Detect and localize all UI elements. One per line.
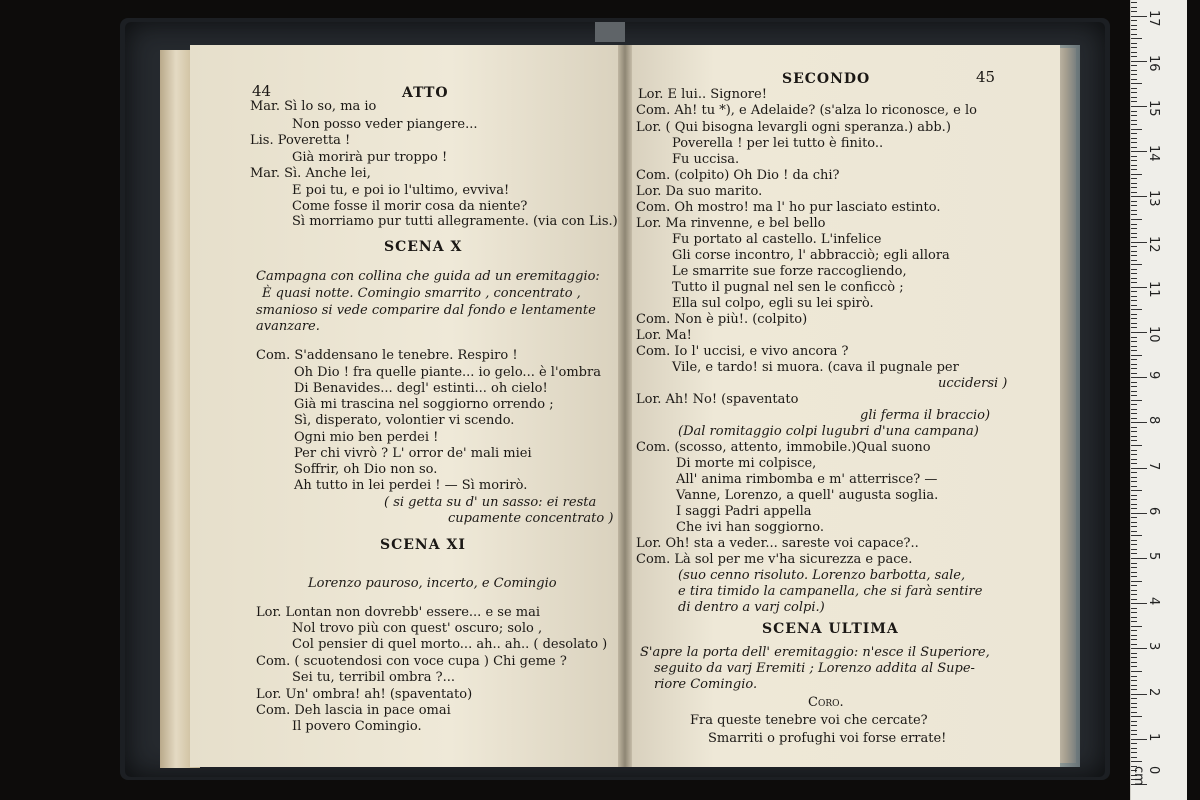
ruler-tick (1131, 680, 1137, 681)
ruler-tick (1131, 273, 1137, 274)
ruler-tick (1131, 657, 1137, 658)
text-line: Vile, e tardo! si muora. (cava il pugnale per (672, 360, 959, 375)
ruler-tick (1131, 264, 1142, 265)
ruler-tick (1131, 296, 1137, 297)
ruler-tick (1131, 309, 1142, 310)
ruler-tick (1131, 666, 1137, 667)
ruler-number: 17 (1146, 9, 1161, 27)
ruler-tick (1131, 210, 1137, 211)
ruler-tick (1131, 617, 1137, 618)
ruler-number: 1 (1146, 732, 1161, 742)
ruler-tick (1131, 138, 1137, 139)
ruler-tick (1131, 7, 1137, 8)
ruler-number: 10 (1146, 326, 1161, 343)
text-line: Mar. Sì lo so, ma io (250, 99, 377, 114)
ruler-tick (1131, 486, 1137, 487)
ruler-tick (1131, 174, 1142, 175)
ruler-tick (1131, 178, 1137, 179)
ruler-tick (1131, 56, 1137, 57)
ruler-tick (1131, 201, 1137, 202)
text-line: Col pensier di quel morto... ah.. ah.. ( desolato ) (292, 637, 608, 652)
ruler-tick (1131, 594, 1137, 595)
ruler-tick (1131, 187, 1137, 188)
ruler-tick (1131, 106, 1147, 107)
text-line: Lor. Oh! sta a veder... sareste voi capace?.. (636, 536, 919, 551)
cover-tab (595, 22, 625, 42)
ruler-tick (1131, 38, 1142, 39)
ruler-tick (1131, 531, 1137, 532)
ruler-tick (1131, 621, 1137, 622)
ruler-tick (1131, 355, 1142, 356)
page-number-right: 45 (976, 68, 996, 86)
ruler-tick (1131, 260, 1137, 261)
ruler-tick (1131, 255, 1137, 256)
ruler-tick (1131, 409, 1137, 410)
ruler-tick (1131, 572, 1137, 573)
text-line: Poverella ! per lei tutto è finito.. (672, 136, 884, 151)
ruler-tick (1131, 142, 1137, 143)
ruler-tick (1131, 703, 1137, 704)
ruler-number: 16 (1146, 54, 1161, 72)
text-line: Com. S'addensano le tenebre. Respiro ! (256, 348, 518, 363)
running-head-right: SECONDO (782, 71, 871, 87)
text-line: Lis. Poveretta ! (250, 133, 351, 148)
ruler-tick (1131, 233, 1137, 234)
ruler-number: 2 (1146, 687, 1161, 696)
ruler-tick (1131, 553, 1137, 554)
ruler-tick (1131, 612, 1137, 613)
text-line: I saggi Padri appella (676, 504, 812, 519)
ruler-tick (1131, 481, 1137, 482)
ruler-tick (1131, 205, 1137, 206)
ruler-tick (1131, 427, 1137, 428)
ruler-tick (1131, 698, 1137, 699)
ruler-tick (1131, 752, 1137, 753)
text-line: Lor. Lontan non dovrebb' essere... e se mai (256, 605, 541, 620)
text-line: Lor. Ma rinvenne, e bel bello (636, 216, 826, 231)
ruler-tick (1131, 52, 1137, 53)
ruler-tick (1131, 608, 1137, 609)
text-line: Fu uccisa. (672, 152, 740, 167)
text-line: Lor. Ah! No! (spaventato (636, 392, 799, 407)
text-line: Com. (scosso, attento, immobile.)Qual suono (636, 440, 931, 455)
ruler-tick (1131, 183, 1137, 184)
ruler-tick (1131, 522, 1137, 523)
ruler-tick (1131, 395, 1137, 396)
stage-direction: È quasi notte. Comingio smarrito , concentrato , (262, 286, 581, 301)
ruler-number: 13 (1146, 190, 1161, 207)
text-line: Lor. Ma! (636, 328, 692, 343)
ruler-tick (1131, 490, 1142, 491)
ruler-tick (1131, 332, 1147, 333)
book-gutter (618, 45, 632, 767)
ruler-tick (1131, 169, 1137, 170)
ruler-tick (1131, 251, 1137, 252)
ruler-tick (1131, 314, 1137, 315)
text-line: Com. Là sol per me v'ha sicurezza e pace. (636, 552, 913, 567)
ruler-tick (1131, 599, 1137, 600)
stage-direction: cupamente concentrato ) (448, 511, 614, 526)
ruler-tick (1131, 761, 1142, 762)
ruler-tick (1131, 757, 1137, 758)
ruler-tick (1131, 468, 1147, 469)
ruler-tick (1131, 129, 1142, 130)
ruler-tick (1131, 418, 1137, 419)
ruler-tick (1131, 563, 1137, 564)
text-line: Lor. Un' ombra! ah! (spaventato) (256, 687, 473, 702)
ruler-tick (1131, 278, 1137, 279)
ruler-tick (1131, 16, 1147, 17)
speaker-label: Coro. (808, 695, 844, 710)
ruler-tick (1131, 327, 1137, 328)
ruler-tick (1131, 739, 1147, 740)
ruler-tick (1131, 88, 1137, 89)
text-line: Lor. ( Qui bisogna levargli ogni speranza.) abb.) (636, 120, 951, 135)
ruler-tick (1131, 644, 1137, 645)
stage-direction: riore Comingio. (654, 677, 758, 692)
ruler-number: 7 (1146, 461, 1161, 470)
text-line: Già mi trascina nel soggiorno orrendo ; (294, 397, 554, 412)
text-line: Com. Ah! tu *), e Adelaide? (s'alza lo riconosce, e lo (636, 103, 977, 118)
text-line: Come fosse il morir cosa da niente? (292, 199, 528, 214)
ruler-tick (1131, 721, 1137, 722)
ruler-number: 6 (1146, 506, 1161, 516)
ruler-tick (1131, 151, 1147, 152)
ruler-tick (1131, 603, 1147, 604)
stage-direction: ( si getta su d' un sasso: ei resta (384, 495, 597, 510)
ruler-tick (1131, 20, 1137, 21)
ruler-tick (1131, 111, 1137, 112)
ruler-tick (1131, 242, 1147, 243)
ruler-tick (1131, 535, 1142, 536)
ruler-tick (1131, 459, 1137, 460)
ruler-tick (1131, 214, 1137, 215)
text-line: Non posso veder piangere... (292, 117, 478, 132)
ruler-tick (1131, 463, 1137, 464)
ruler-tick (1131, 269, 1137, 270)
stage-direction: Lorenzo pauroso, incerto, e Comingio (308, 576, 557, 591)
stage-direction: avanzare. (256, 319, 320, 334)
text-line: All' anima rimbomba e m' atterrisce? — (676, 472, 938, 487)
ruler-tick (1131, 626, 1142, 627)
ruler-tick (1131, 689, 1137, 690)
ruler-tick (1131, 513, 1147, 514)
ruler-tick (1131, 508, 1137, 509)
text-line: Com. Oh mostro! ma l' ho pur lasciato estinto. (636, 200, 941, 215)
ruler-tick (1131, 590, 1137, 591)
ruler-tick (1131, 34, 1137, 35)
text-line: Già morirà pur troppo ! (292, 150, 448, 165)
ruler-tick (1131, 368, 1137, 369)
ruler-tick (1131, 237, 1137, 238)
ruler-tick (1131, 734, 1137, 735)
text-line: Lor. Da suo marito. (636, 184, 763, 199)
ruler-tick (1131, 653, 1137, 654)
text-line: Sei tu, terribil ombra ?... (292, 670, 455, 685)
text-line: Le smarrite sue forze raccogliendo, (672, 264, 907, 279)
ruler-tick (1131, 707, 1137, 708)
ruler-tick (1131, 323, 1137, 324)
ruler-tick (1131, 219, 1142, 220)
ruler-tick (1131, 165, 1137, 166)
stage-direction: Campagna con collina che guida ad un eremitaggio: (256, 269, 600, 284)
text-line: Sì, disperato, volontier vi scendo. (294, 413, 515, 428)
ruler-tick (1131, 413, 1137, 414)
ruler-tick (1131, 558, 1147, 559)
ruler-tick (1131, 743, 1137, 744)
ruler-tick (1131, 224, 1137, 225)
text-line: Fra queste tenebre voi che cercate? (690, 713, 928, 728)
ruler-tick (1131, 160, 1137, 161)
ruler-number: 4 (1146, 597, 1161, 606)
ruler-tick (1131, 422, 1147, 423)
stage-direction: (Dal romitaggio colpi lugubri d'una campana) (678, 424, 979, 439)
text-line: Lor. E lui.. Signore! (638, 87, 767, 102)
ruler-tick (1131, 436, 1137, 437)
text-line: Sì morriamo pur tutti allegramente. (via con Lis.) (292, 214, 618, 229)
stage-direction: uccidersi ) (938, 376, 1008, 391)
ruler-tick (1131, 29, 1137, 30)
ruler-tick (1131, 70, 1137, 71)
ruler-tick (1131, 748, 1137, 749)
ruler-number: 3 (1146, 642, 1161, 651)
stage-direction: di dentro a varj colpi.) (678, 600, 825, 615)
ruler-tick (1131, 431, 1137, 432)
ruler-tick (1131, 133, 1137, 134)
ruler-tick (1131, 147, 1137, 148)
scene-heading: SCENA ULTIMA (762, 621, 899, 637)
ruler-tick (1131, 115, 1137, 116)
text-line: Gli corse incontro, l' abbracciò; egli allora (672, 248, 950, 263)
ruler-tick (1131, 526, 1137, 527)
measuring-ruler (1130, 0, 1187, 800)
ruler-tick (1131, 472, 1137, 473)
text-line: Per chi vivrò ? L' orror de' mali miei (294, 446, 532, 461)
ruler-tick (1131, 228, 1137, 229)
ruler-tick (1131, 192, 1137, 193)
ruler-tick (1131, 712, 1137, 713)
ruler-tick (1131, 404, 1137, 405)
ruler-tick (1131, 391, 1137, 392)
stage-direction: (suo cenno risoluto. Lorenzo barbotta, sale, (678, 568, 966, 583)
text-line: Smarriti o profughi voi forse errate! (708, 731, 947, 746)
ruler-number: 5 (1146, 552, 1161, 561)
ruler-number: 8 (1146, 416, 1161, 425)
ruler-tick (1131, 61, 1147, 62)
stage-direction: S'apre la porta dell' eremitaggio: n'esce il Superiore, (640, 645, 990, 660)
ruler-number: 9 (1146, 371, 1161, 380)
ruler-tick (1131, 43, 1137, 44)
ruler-tick (1131, 567, 1137, 568)
ruler-tick (1131, 440, 1137, 441)
ruler-tick (1131, 318, 1137, 319)
stage-direction: e tira timido la campanella, che si farà sentire (678, 584, 983, 599)
ruler-tick (1131, 517, 1137, 518)
ruler-tick (1131, 445, 1142, 446)
text-line: Fu portato al castello. L'infelice (672, 232, 882, 247)
ruler-tick (1131, 648, 1147, 649)
scene-heading: SCENA X (384, 239, 463, 255)
ruler-tick (1131, 300, 1137, 301)
ruler-tick (1131, 386, 1137, 387)
ruler-tick (1131, 382, 1137, 383)
text-line: Com. Deh lascia in pace omai (256, 703, 451, 718)
text-line: Il povero Comingio. (292, 719, 422, 734)
ruler-tick (1131, 83, 1142, 84)
ruler-tick (1131, 576, 1137, 577)
text-line: Di Benavides... degl' estinti... oh cielo! (294, 381, 548, 396)
ruler-tick (1131, 92, 1137, 93)
ruler-tick (1131, 495, 1137, 496)
ruler-number: 14 (1146, 145, 1161, 162)
text-line: Vanne, Lorenzo, a quell' augusta soglia. (676, 488, 939, 503)
ruler-tick (1131, 196, 1147, 197)
ruler-tick (1131, 581, 1142, 582)
text-line: Com. (colpito) Oh Dio ! da chi? (636, 168, 840, 183)
ruler-tick (1131, 730, 1137, 731)
stage-direction: gli ferma il braccio) (860, 408, 991, 423)
ruler-number: 12 (1146, 235, 1161, 253)
ruler-tick (1131, 124, 1137, 125)
ruler-tick (1131, 585, 1137, 586)
text-line: Ella sul colpo, egli su lei spirò. (672, 296, 874, 311)
ruler-unit-label: 0 cm (1131, 766, 1161, 786)
ruler-tick (1131, 350, 1137, 351)
ruler-tick (1131, 156, 1137, 157)
ruler-number: 15 (1146, 100, 1161, 117)
ruler-tick (1131, 499, 1137, 500)
ruler-number: 11 (1146, 280, 1161, 298)
stage-direction: seguito da varj Eremiti ; Lorenzo addita al Supe- (654, 661, 975, 676)
text-line: Di morte mi colpisce, (676, 456, 817, 471)
ruler-tick (1131, 544, 1137, 545)
ruler-tick (1131, 341, 1137, 342)
text-line: Com. Io l' uccisi, e vivo ancora ? (636, 344, 849, 359)
ruler-tick (1131, 725, 1137, 726)
ruler-tick (1131, 282, 1137, 283)
text-line: Com. ( scuotendosi con voce cupa ) Chi geme ? (256, 654, 567, 669)
ruler-tick (1131, 47, 1137, 48)
ruler-tick (1131, 630, 1137, 631)
ruler-tick (1131, 79, 1137, 80)
ruler-tick (1131, 400, 1142, 401)
text-line: Tutto il pugnal nel sen le conficcò ; (672, 280, 904, 295)
text-line: Ah tutto in lei perdei ! — Sì morirò. (294, 478, 528, 493)
ruler-tick (1131, 337, 1137, 338)
ruler-tick (1131, 635, 1137, 636)
ruler-tick (1131, 97, 1137, 98)
ruler-tick (1131, 364, 1137, 365)
running-head-left: ATTO (402, 85, 449, 101)
ruler-tick (1131, 11, 1137, 12)
ruler-tick (1131, 685, 1137, 686)
ruler-tick (1131, 454, 1137, 455)
text-line: Ogni mio ben perdei ! (294, 430, 439, 445)
ruler-tick (1131, 120, 1137, 121)
ruler-tick (1131, 671, 1142, 672)
ruler-tick (1131, 450, 1137, 451)
text-line: E poi tu, e poi io l'ultimo, evviva! (292, 183, 510, 198)
ruler-tick (1131, 65, 1137, 66)
ruler-tick (1131, 373, 1137, 374)
page-number-left: 44 (252, 82, 272, 100)
ruler-tick (1131, 101, 1137, 102)
ruler-tick (1131, 477, 1137, 478)
ruler-tick (1131, 287, 1147, 288)
ruler-tick (1131, 662, 1137, 663)
ruler-tick (1131, 25, 1137, 26)
ruler-tick (1131, 377, 1147, 378)
ruler-tick (1131, 639, 1137, 640)
ruler-tick (1131, 359, 1137, 360)
ruler-tick (1131, 676, 1137, 677)
ruler-tick (1131, 291, 1137, 292)
ruler-tick (1131, 694, 1147, 695)
ruler-tick (1131, 2, 1137, 3)
text-line: Nol trovo più con quest' oscuro; solo , (292, 621, 543, 636)
scene-heading: SCENA XI (380, 537, 466, 553)
ruler-tick (1131, 540, 1137, 541)
text-line: Soffrir, oh Dio non so. (294, 462, 438, 477)
stage-direction: smanioso si vede comparire dal fondo e lentamente (256, 303, 596, 318)
ruler-tick (1131, 716, 1142, 717)
text-line: Che ivi han soggiorno. (676, 520, 825, 535)
text-line: Mar. Sì. Anche lei, (250, 166, 371, 181)
ruler-tick (1131, 346, 1137, 347)
text-line: Oh Dio ! fra quelle piante... io gelo... è l'ombra (294, 365, 601, 380)
ruler-tick (1131, 246, 1137, 247)
ruler-tick (1131, 74, 1137, 75)
ruler-tick (1131, 504, 1137, 505)
ruler-tick (1131, 549, 1137, 550)
text-line: Com. Non è più!. (colpito) (636, 312, 808, 327)
ruler-tick (1131, 305, 1137, 306)
